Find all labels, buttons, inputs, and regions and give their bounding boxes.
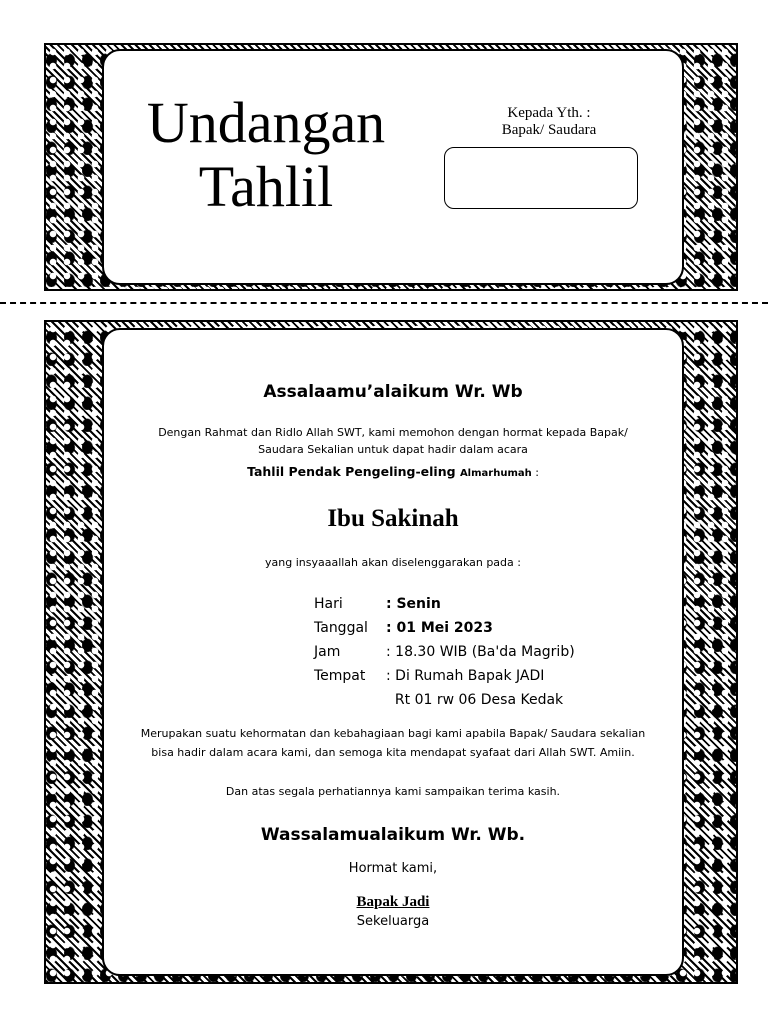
recipient-label [454,105,644,139]
place-value-2: Rt 01 rw 06 Desa Kedak [394,692,564,708]
event-title [104,464,682,479]
date-label: Tanggal [314,620,368,636]
detail-row-date [314,616,575,640]
title-line-2: Tahlil [198,154,334,219]
detail-row-place [314,664,575,688]
event-main: Tahlil Pendak Pengeling-eling [247,464,456,479]
event-colon: : [531,466,539,479]
greeting: Assalaamu’alaikum Wr. Wb [263,382,523,402]
day-label: Hari [314,596,343,612]
farewell: Wassalamualaikum Wr. Wb. [260,825,526,845]
regards: Hormat kami, [348,861,438,876]
detail-row-place-2 [314,688,575,712]
closing-line-2: bisa hadir dalam acara kami, dan semoga kita mendapat syafaat dari Allah SWT. Amiin. [151,746,635,759]
closing-line-1: Merupakan suatu kehormatan dan kebahagiaan bagi kami apabila Bapak/ Saudara sekalian [140,727,646,740]
time-label: Jam [314,644,341,660]
title-line-1: Undangan [146,90,386,155]
recipient-line-1: Kepada Yth. : [507,105,591,121]
place-value: : Di Rumah Bapak JADI [386,668,545,684]
cut-line [0,302,768,304]
detail-row-time [314,640,575,664]
letter-card [44,320,738,984]
recipient-line-2: Bapak/ Saudara [501,122,597,138]
intro-line-1: Dengan Rahmat dan Ridlo Allah SWT, kami memohon dengan hormat kepada Bapak/ [158,426,628,439]
letter-panel [102,328,684,976]
event-details [314,592,575,712]
date-value: : 01 Mei 2023 [386,620,493,636]
closing-text [116,724,670,762]
day-value: : Senin [386,596,441,612]
signer-name: Bapak Jadi [356,894,430,910]
invitation-title [134,91,398,219]
intro-line-2: Saudara Sekalian untuk dapat hadir dalam acara [258,443,528,456]
place-label: Tempat [314,668,366,684]
time-value: : 18.30 WIB (Ba'da Magrib) [386,644,575,660]
deceased-name: Ibu Sakinah [327,505,459,532]
cover-panel [102,49,684,285]
signer-family: Sekeluarga [356,914,430,929]
thanks-text: Dan atas segala perhatiannya kami sampaikan terima kasih. [225,785,561,798]
pre-details-text: yang insyaaallah akan diselenggarakan pada : [265,556,521,569]
intro-text [124,424,662,458]
detail-row-day [314,592,575,616]
cover-card [44,43,738,291]
recipient-name-box [444,147,638,209]
event-small: Almarhumah [459,468,532,479]
